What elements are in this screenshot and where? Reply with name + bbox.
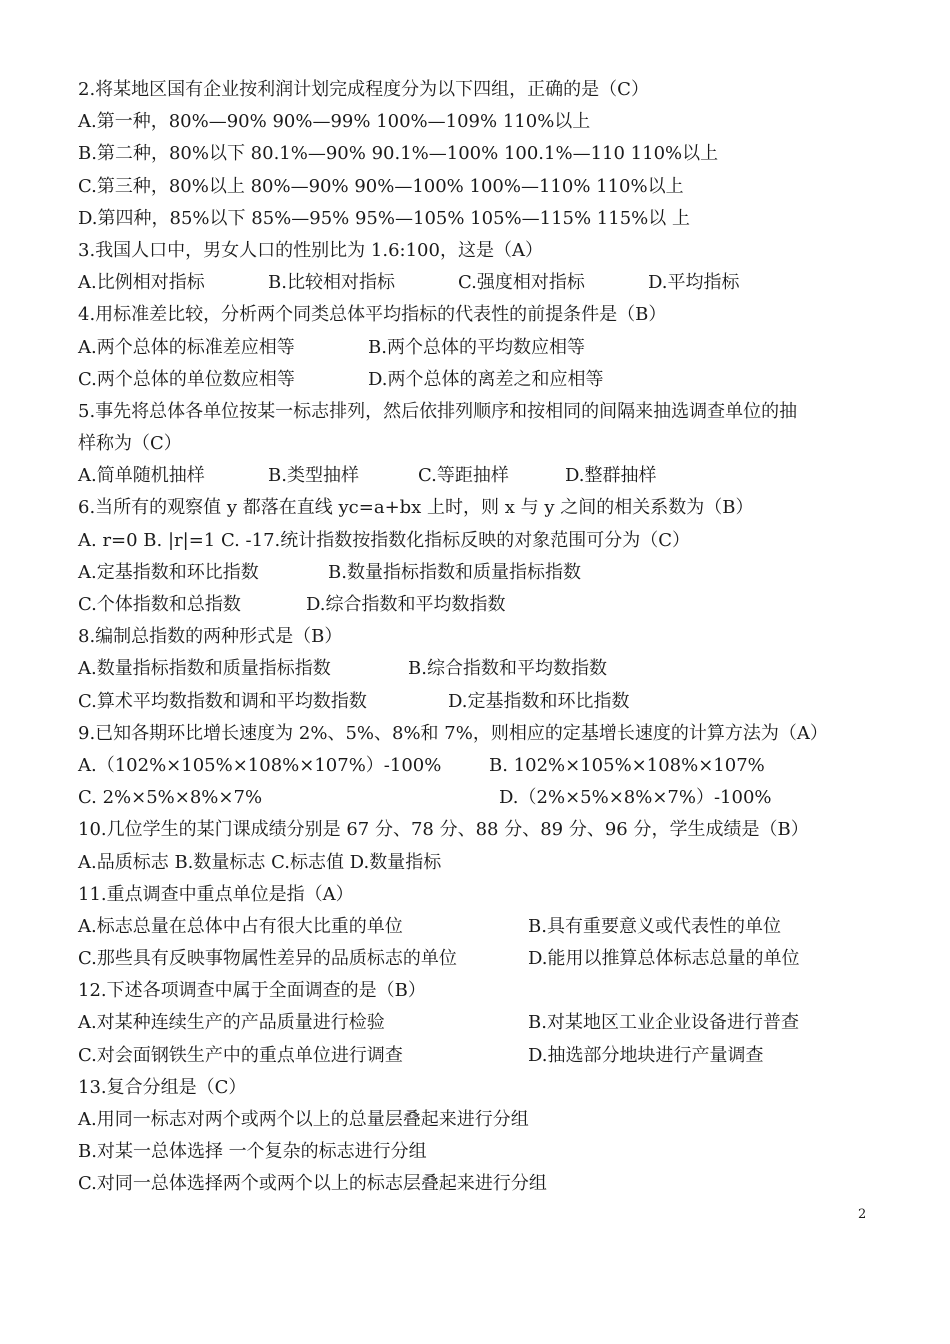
answer-option: C.那些具有反映事物属性差异的品质标志的单位	[78, 948, 457, 970]
answer-option: B.具有重要意义或代表性的单位	[528, 915, 781, 937]
answer-options-row	[78, 686, 878, 718]
answer-option-line	[78, 1136, 878, 1168]
answer-option: C.算术平均数指数和调和平均数指数	[78, 690, 367, 712]
answer-option: D.综合指数和平均数指数	[306, 594, 506, 615]
answer-option: D.（2%×5%×8%×7%）-100%	[499, 787, 772, 809]
question-text: A.品质标志 B.数量标志 C.标志值 D.数量指标	[78, 851, 442, 873]
answer-options-row	[78, 750, 878, 782]
answer-option: D.能用以推算总体标志总量的单位	[528, 948, 800, 970]
answer-option: A.对某种连续生产的产品质量进行检验	[78, 1012, 385, 1034]
answer-options-row	[78, 1007, 878, 1039]
question-text: 9.已知各期环比增长速度为 2%、5%、8%和 7%，则相应的定基增长速度的计算方法为（A）	[78, 722, 828, 744]
question-line	[78, 847, 878, 879]
answer-option: C.对会面钢铁生产中的重点单位进行调查	[78, 1044, 403, 1066]
answer-option-line	[78, 171, 878, 203]
answer-option: C.等距抽样	[418, 465, 509, 487]
question-text: 3.我国人口中，男女人口的性别比为 1.6:100，这是（A）	[78, 239, 543, 261]
question-line	[78, 235, 878, 267]
answer-options-row	[78, 911, 878, 943]
answer-options-row	[78, 267, 878, 299]
answer-option: A.用同一标志对两个或两个以上的总量层叠起来进行分组	[78, 1109, 529, 1130]
answer-option-line	[78, 106, 878, 138]
answer-option: A.简单随机抽样	[78, 465, 205, 487]
question-text: 10.几位学生的某门课成绩分别是 67 分、78 分、88 分、89 分、96 分，学生成绩是（B）	[78, 819, 809, 841]
question-line	[78, 396, 878, 428]
answer-option: A.比例相对指标	[78, 272, 205, 294]
answer-option: C.第三种，80%以上 80%—90% 90%—100% 100%—110% 110%以上	[78, 175, 684, 197]
answer-option: D.两个总体的离差之和应相等	[368, 368, 604, 390]
answer-option: B.类型抽样	[268, 465, 359, 487]
answer-option: D.定基指数和环比指数	[448, 690, 630, 712]
answer-option: B.第二种，80%以下 80.1%—90% 90.1%—100% 100.1%—110 110%以上	[78, 143, 719, 165]
answer-option: B.比较相对指标	[268, 272, 395, 294]
question-text: 11.重点调查中重点单位是指（A）	[78, 883, 354, 905]
answer-options-row	[78, 557, 878, 589]
answer-option: C.对同一总体选择两个或两个以上的标志层叠起来进行分组	[78, 1173, 547, 1195]
question-text: 2.将某地区国有企业按利润计划完成程度分为以下四组，正确的是（C）	[78, 79, 649, 100]
answer-option: A.定基指数和环比指数	[78, 561, 259, 583]
answer-options-row	[78, 653, 878, 685]
question-line	[78, 299, 878, 331]
question-text: 6.当所有的观察值 y 都落在直线 yc=a+bx 上时，则 x 与 y 之间的相关系数为（B）	[78, 497, 754, 519]
question-line	[78, 975, 878, 1007]
answer-options-row	[78, 589, 878, 621]
answer-option: B.综合指数和平均数指数	[408, 658, 607, 680]
answer-option-line	[78, 138, 878, 170]
question-line	[78, 879, 878, 911]
answer-option: A.第一种，80%—90% 90%—99% 100%—109% 110%以上	[78, 111, 591, 133]
question-text: A. r=0 B. |r|=1 C. -17.统计指数按指数化指标反映的对象范围可分为（C）	[78, 529, 691, 551]
answer-option-line	[78, 1168, 878, 1200]
answer-option: B.两个总体的平均数应相等	[368, 336, 585, 358]
answer-options-row	[78, 332, 878, 364]
question-text: 样称为（C）	[78, 433, 182, 455]
question-line	[78, 718, 878, 750]
question-line	[78, 1072, 878, 1104]
answer-option: A.两个总体的标准差应相等	[78, 336, 295, 358]
answer-option: C.两个总体的单位数应相等	[78, 368, 295, 390]
question-line	[78, 621, 878, 653]
answer-options-row	[78, 782, 878, 814]
answer-options-row	[78, 943, 878, 975]
page-number: 2	[858, 1207, 867, 1222]
answer-option: B.对某一总体选择 一个复杂的标志进行分组	[78, 1141, 427, 1163]
question-line	[78, 428, 878, 460]
answer-option: A.标志总量在总体中占有很大比重的单位	[78, 915, 403, 937]
question-line	[78, 74, 878, 106]
answer-option: C.强度相对指标	[458, 272, 585, 294]
question-list	[78, 74, 878, 1201]
answer-option: B.对某地区工业企业设备进行普查	[528, 1012, 799, 1034]
answer-options-row	[78, 1040, 878, 1072]
answer-options-row	[78, 364, 878, 396]
answer-option: B.数量指标指数和质量指标指数	[328, 561, 581, 583]
answer-option: D.平均指标	[648, 272, 740, 294]
question-line	[78, 814, 878, 846]
answer-option: D.抽选部分地块进行产量调查	[528, 1044, 764, 1066]
answer-option: C. 2%×5%×8%×7%	[78, 787, 263, 809]
answer-option-line	[78, 1104, 878, 1136]
question-line	[78, 492, 878, 524]
question-text: 8.编制总指数的两种形式是（B）	[78, 626, 343, 648]
question-text: 4.用标准差比较，分析两个同类总体平均指标的代表性的前提条件是（B）	[78, 304, 667, 326]
answer-options-row	[78, 460, 878, 492]
answer-option: C.个体指数和总指数	[78, 594, 241, 615]
answer-option: A.数量指标指数和质量指标指数	[78, 658, 331, 680]
answer-option: D.第四种，85%以下 85%—95% 95%—105% 105%—115% 115%以 上	[78, 207, 690, 229]
question-text: 13.复合分组是（C）	[78, 1076, 247, 1098]
question-text: 12.下述各项调查中属于全面调查的是（B）	[78, 980, 426, 1002]
question-line	[78, 525, 878, 557]
answer-option: A.（102%×105%×108%×107%）-100%	[78, 754, 442, 776]
answer-option: D.整群抽样	[565, 465, 657, 487]
question-text: 5.事先将总体各单位按某一标志排列，然后依排列顺序和按相同的间隔来抽选调查单位的抽	[78, 400, 798, 422]
answer-option: B. 102%×105%×108%×107%	[489, 754, 765, 776]
answer-option-line	[78, 203, 878, 235]
